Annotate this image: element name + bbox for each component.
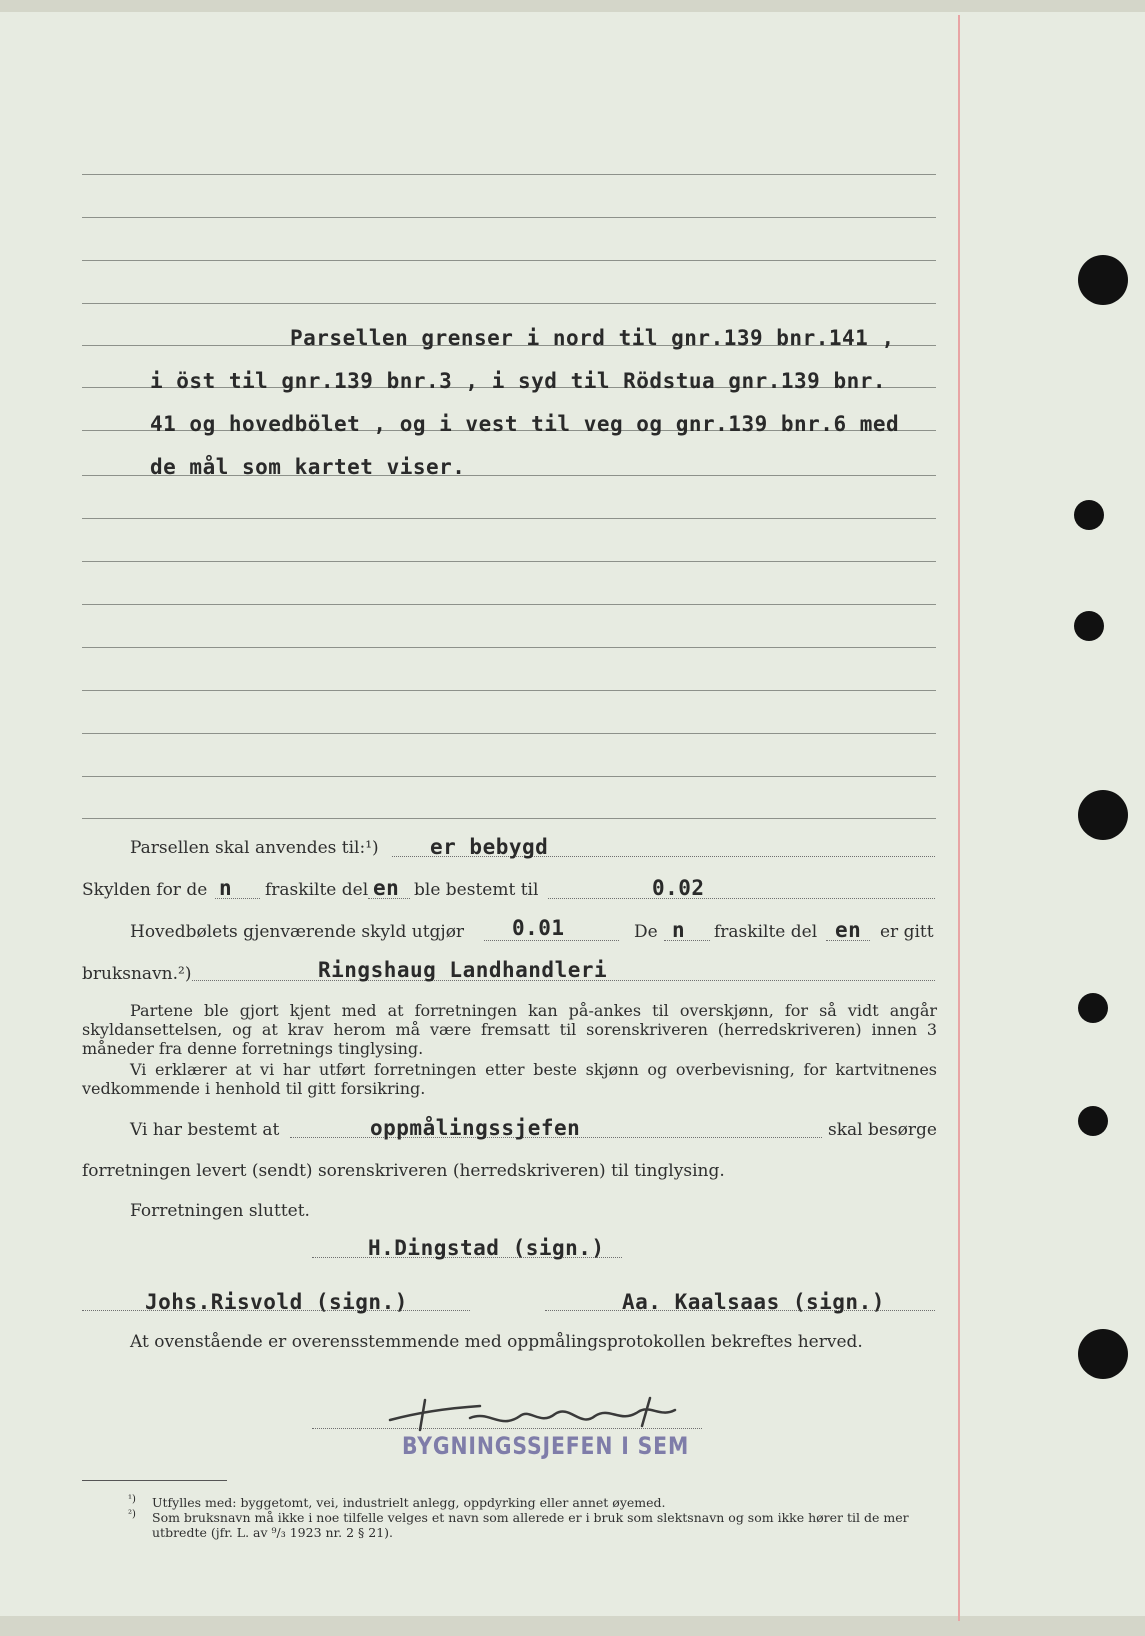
ruled-line	[82, 303, 936, 304]
hoved-dots	[484, 940, 619, 941]
footnote-2: Som bruksnavn må ikke i noe tilfelle velges et navn som allerede er i bruk som slektsnavn og som ikke hører til de mer utbredte (jfr. L. av ⁹/₃ 1923 nr. 2 § 21).	[152, 1510, 909, 1540]
declaration-paragraph	[82, 1060, 937, 1098]
skyld-fill-a: n	[219, 876, 233, 900]
ruled-line	[82, 604, 936, 605]
ruled-line	[82, 776, 936, 777]
ruled-line	[82, 647, 936, 648]
declaration-text: Vi erklærer at vi har utført forretningen etter beste skjønn og overbevisning, for kartvitnenes vedkommende i henhold til gitt forsikring.	[82, 1060, 937, 1098]
skyld-label-a: Skylden for de	[82, 880, 208, 900]
scan-edge-bottom	[0, 1616, 1145, 1636]
gitt-label: er gitt	[880, 922, 934, 942]
appeal-paragraph	[82, 1001, 937, 1058]
sluttet-line: Forretningen sluttet.	[130, 1201, 310, 1221]
levert-line: forretningen levert (sendt) sorenskriveren (herredskriveren) til tinglysing.	[82, 1161, 725, 1181]
de-dots	[664, 940, 710, 941]
skyld-value: 0.02	[652, 876, 705, 900]
skyld-dots-c	[548, 898, 935, 899]
bestemt-value: oppmålingssjefen	[370, 1116, 581, 1140]
red-margin-rule	[958, 15, 960, 1621]
bestemt-label: Vi har bestemt at	[130, 1120, 280, 1140]
fraskilte-label: fraskilte del	[714, 922, 818, 942]
skyld-dots-a	[215, 898, 260, 899]
punch-hole	[1074, 500, 1104, 530]
official-stamp: BYGNINGSSJEFEN I SEM	[402, 1432, 690, 1460]
bruksnavn-value: Ringshaug Landhandleri	[318, 958, 608, 982]
ruled-line	[82, 174, 936, 175]
ruled-line	[82, 217, 936, 218]
footnote-mark-1: ¹)	[128, 1494, 136, 1505]
punch-hole	[1078, 993, 1108, 1023]
ruled-line	[82, 260, 936, 261]
appeal-text: Partene ble gjort kjent med at forretningen kan på-ankes til overskjønn, for så vidt angår skyldansettelsen, og at krav herom må være fremsatt til sorenskriveren (herredskriveren) innen 3 måneder fra denne forretnings tinglysing.	[82, 1001, 937, 1058]
bruksnavn-label: bruksnavn.²)	[82, 964, 192, 984]
punch-hole	[1078, 255, 1128, 305]
ruled-line	[82, 733, 936, 734]
punch-hole	[1078, 1106, 1108, 1136]
footnote-1: Utfylles med: byggetomt, vei, industrielt anlegg, oppdyrking eller annet øyemed.	[152, 1495, 666, 1510]
hoved-value: 0.01	[512, 916, 565, 940]
signature-risvold: Johs.Risvold (sign.)	[145, 1290, 408, 1314]
skyld-fill-b: en	[373, 876, 400, 900]
de-label: De	[634, 922, 658, 942]
punch-hole	[1078, 790, 1128, 840]
fraskilte-fill: en	[835, 918, 862, 942]
fraskilte-dots	[826, 940, 870, 941]
footnote-rule	[82, 1480, 227, 1481]
punch-hole	[1078, 1329, 1128, 1379]
signature-dingstad: H.Dingstad (sign.)	[368, 1236, 605, 1260]
typed-line-4: de mål som kartet viser.	[150, 455, 466, 479]
skyld-label-c: ble bestemt til	[414, 880, 539, 900]
punch-hole	[1074, 611, 1104, 641]
scan-edge-top	[0, 0, 1145, 12]
typed-line-2: i öst til gnr.139 bnr.3 , i syd til Rödstua gnr.139 bnr.	[150, 369, 887, 393]
hoved-label: Hovedbølets gjenværende skyld utgjør	[130, 922, 465, 942]
use-value: er bebygd	[430, 835, 549, 859]
signature-kaalsaas: Aa. Kaalsaas (sign.)	[622, 1290, 885, 1314]
ruled-line	[82, 818, 936, 819]
besorge-label: skal besørge	[828, 1120, 937, 1140]
footnote-mark-2: ²)	[128, 1509, 136, 1520]
skyld-dots-b	[368, 898, 410, 899]
de-fill: n	[672, 918, 686, 942]
skyld-label-b: fraskilte del	[265, 880, 369, 900]
typed-line-1: Parsellen grenser i nord til gnr.139 bnr.141 ,	[290, 326, 895, 350]
typed-line-3: 41 og hovedbölet , og i vest til veg og gnr.139 bnr.6 med	[150, 412, 900, 436]
ruled-line	[82, 518, 936, 519]
ruled-line	[82, 561, 936, 562]
confirm-line: At ovenstående er overensstemmende med oppmålingsprotokollen bekreftes herved.	[130, 1332, 863, 1352]
use-label: Parsellen skal anvendes til:¹)	[130, 838, 379, 858]
ruled-line	[82, 690, 936, 691]
